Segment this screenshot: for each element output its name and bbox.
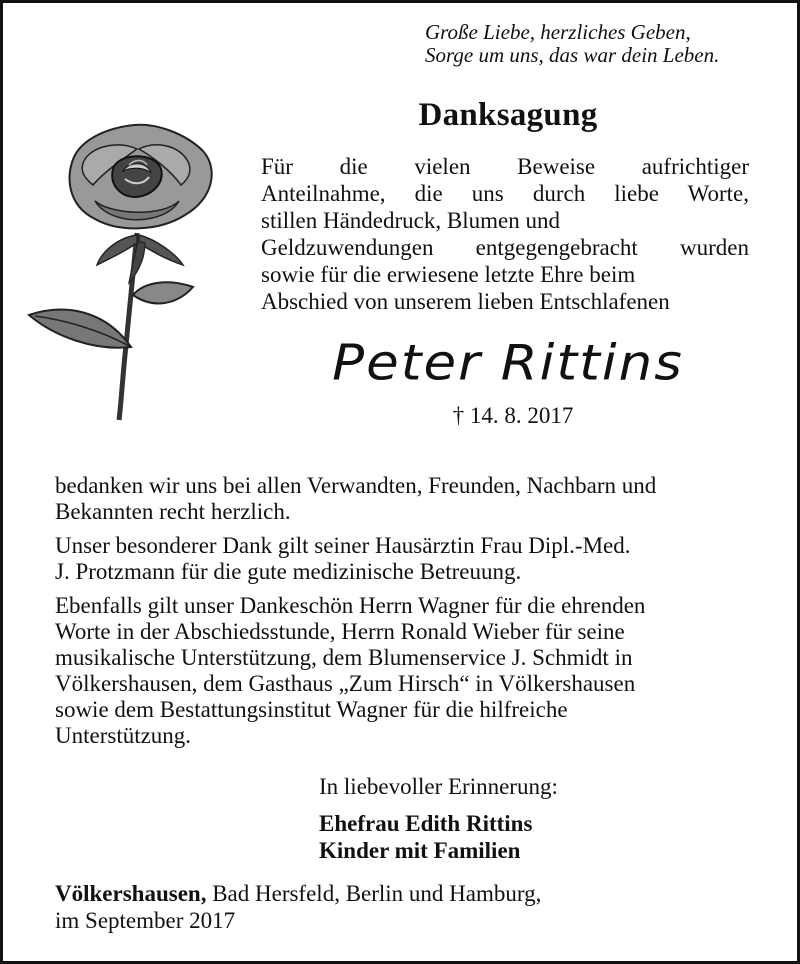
intro-line: sowie für die erwiesene letzte Ehre beim xyxy=(261,262,636,287)
place-date xyxy=(55,880,541,934)
paragraph-line: Bekannten recht herzlich. xyxy=(55,499,291,524)
intro-line: Abschied von unserem lieben Entschlafenen xyxy=(261,289,670,314)
paragraph-line: Unterstützung. xyxy=(55,723,192,748)
intro-line: Anteilnahme, die uns durch liebe Worte, xyxy=(261,181,749,206)
paragraph-line: Völkershausen, dem Gasthaus „Zum Hirsch“ in Völkershausen xyxy=(55,671,636,696)
body-text xyxy=(55,465,751,757)
heading: Danksagung xyxy=(418,97,598,133)
other-places: Bad Hersfeld, Berlin und Hamburg, xyxy=(206,881,542,906)
paragraph-line: J. Protzmann für die gute medizinische Betreuung. xyxy=(55,559,522,584)
intro-line: Für die vielen Beweise aufrichtiger xyxy=(261,154,749,179)
rose-icon xyxy=(25,115,225,425)
place-line xyxy=(55,880,541,907)
motto-line: Große Liebe, herzliches Geben, xyxy=(425,20,691,44)
paragraph-line: Ebenfalls gilt unser Dankeschön Herrn Wagner für die ehrenden xyxy=(55,593,646,618)
intro-text xyxy=(261,153,749,315)
signer-line: Kinder mit Familien xyxy=(319,838,521,863)
paragraph-line: Worte in der Abschiedsstunde, Herrn Ronald Wieber für seine xyxy=(55,619,625,644)
paragraph-line: musikalische Unterstützung, dem Blumenservice J. Schmidt in xyxy=(55,645,633,670)
paragraph-line: sowie dem Bestattungsinstitut Wagner für die hilfreiche xyxy=(55,697,568,722)
signer-line: Ehefrau Edith Rittins xyxy=(319,811,533,836)
death-date: † 14. 8. 2017 xyxy=(452,403,574,428)
motto-line: Sorge um uns, das war dein Leben. xyxy=(425,43,720,67)
intro-line: stillen Händedruck, Blumen und xyxy=(261,208,560,233)
deceased-name: Peter Rittins xyxy=(332,335,684,392)
motto-verse xyxy=(425,21,719,67)
paragraph-line: Unser besonderer Dank gilt seiner Hausärztin Frau Dipl.-Med. xyxy=(55,533,631,558)
signature-block xyxy=(319,773,558,864)
paragraph-line: bedanken wir uns bei allen Verwandten, Freunden, Nachbarn und xyxy=(55,473,657,498)
closing-phrase: In liebevoller Erinnerung: xyxy=(319,774,558,799)
date-line: im September 2017 xyxy=(55,908,236,933)
town-name: Völkershausen, xyxy=(55,881,207,906)
intro-line: Geldzuwendungen entgegengebracht wurden xyxy=(261,235,749,260)
